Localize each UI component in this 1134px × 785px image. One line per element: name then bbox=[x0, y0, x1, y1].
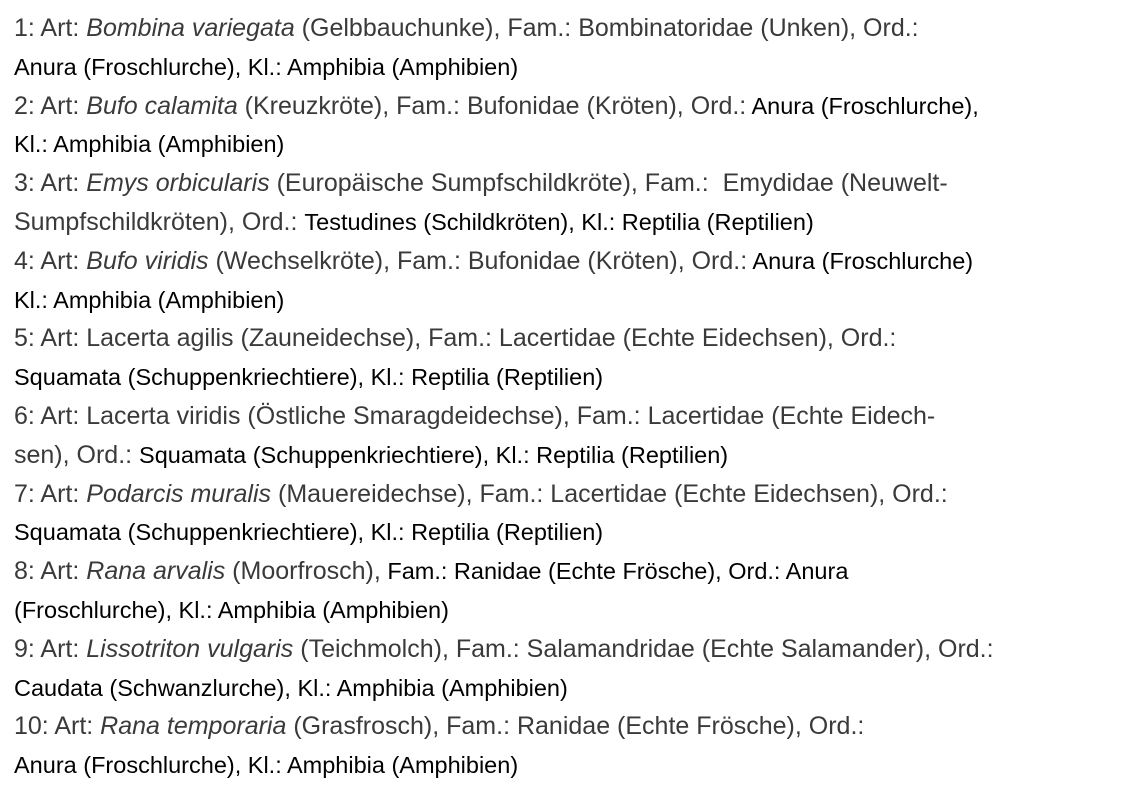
list-item-10 bbox=[14, 707, 1124, 785]
entry-text: (Froschlurche), Kl.: Amphibia (Amphibien) bbox=[14, 596, 449, 623]
scientific-name: Bombina variegata bbox=[86, 14, 295, 42]
entry-text: Anura (Froschlurche), bbox=[746, 92, 979, 119]
list-item-4 bbox=[14, 242, 1124, 320]
entry-text: 9: Art: bbox=[14, 634, 87, 663]
entry-text: (Grasfrosch), Fam.: Ranidae (Echte Frösche), Ord.: bbox=[286, 712, 865, 741]
scientific-name: Rana temporaria bbox=[100, 712, 287, 741]
entry-line bbox=[14, 125, 1124, 164]
entry-text: Sumpfschildkröten), Ord.: bbox=[14, 207, 305, 236]
entry-text: (Teichmolch), Fam.: Salamandridae (Echte Salamander), Ord.: bbox=[293, 634, 994, 663]
list-item-1 bbox=[14, 9, 1124, 87]
entry-text: Kl.: Amphibia (Amphibien) bbox=[14, 131, 285, 158]
entry-text: Anura (Froschlurche), Kl.: Amphibia (Amphibien) bbox=[14, 752, 519, 779]
entry-text: (Wechselkröte), Fam.: Bufonidae (Kröten), Ord.: bbox=[208, 246, 748, 275]
entry-line bbox=[14, 746, 1124, 785]
entry-line bbox=[14, 87, 1124, 126]
entry-text: 7: Art: bbox=[14, 479, 87, 508]
entry-text: Squamata (Schuppenkriechtiere), Kl.: Reptilia (Reptilien) bbox=[139, 441, 729, 468]
entry-line bbox=[14, 436, 1124, 475]
entry-text: Squamata (Schuppenkriechtiere), Kl.: Reptilia (Reptilien) bbox=[14, 364, 604, 391]
list-item-6 bbox=[14, 397, 1124, 475]
entry-line bbox=[14, 281, 1124, 320]
entry-text: Kl.: Amphibia (Amphibien) bbox=[14, 286, 285, 313]
entry-text: Squamata (Schuppenkriechtiere), Kl.: Reptilia (Reptilien) bbox=[14, 519, 604, 546]
species-list bbox=[14, 9, 1124, 785]
entry-text: (Europäische Sumpfschildkröte), Fam.: Emydidae (Neuwelt- bbox=[269, 169, 948, 198]
scientific-name: Lissotriton vulgaris bbox=[86, 634, 294, 663]
entry-line bbox=[14, 669, 1124, 708]
list-item-3 bbox=[14, 164, 1124, 242]
entry-line bbox=[14, 164, 1124, 203]
list-item-9 bbox=[14, 630, 1124, 708]
entry-line bbox=[14, 358, 1124, 397]
entry-text: (Gelbbauchunke), Fam.: Bombinatoridae (Unken), Ord.: bbox=[294, 14, 919, 42]
entry-line bbox=[14, 513, 1124, 552]
entry-line bbox=[14, 630, 1124, 669]
entry-text: Testudines (Schildkröten), Kl.: Reptilia (Reptilien) bbox=[304, 208, 814, 235]
list-item-8 bbox=[14, 552, 1124, 630]
scientific-name: Rana arvalis bbox=[86, 557, 226, 586]
entry-line bbox=[14, 242, 1124, 281]
entry-text: 8: Art: bbox=[14, 557, 87, 586]
scientific-name: Emys orbicularis bbox=[86, 169, 270, 198]
entry-text: 6: Art: Lacerta viridis (Östliche Smaragdeidechse), Fam.: Lacertidae (Echte Eidech- bbox=[14, 401, 936, 430]
entry-text: Anura (Froschlurche) bbox=[747, 247, 974, 274]
entry-line bbox=[14, 48, 1124, 87]
entry-line bbox=[14, 552, 1124, 591]
entry-text: sen), Ord.: bbox=[14, 440, 140, 469]
entry-line bbox=[14, 397, 1124, 436]
entry-line bbox=[14, 319, 1124, 358]
entry-text: (Kreuzkröte), Fam.: Bufonidae (Kröten), Ord.: bbox=[237, 91, 747, 120]
entry-line bbox=[14, 203, 1124, 242]
entry-text: 5: Art: Lacerta agilis (Zauneidechse), Fam.: Lacertidae (Echte Eidechsen), Ord.: bbox=[14, 324, 897, 353]
entry-text: (Mauereidechse), Fam.: Lacertidae (Echte Eidechsen), Ord.: bbox=[271, 479, 948, 508]
entry-text: Fam.: Ranidae (Echte Frösche), Ord.: Anura bbox=[380, 558, 849, 585]
entry-text: 1: Art: bbox=[14, 14, 87, 42]
entry-line bbox=[14, 475, 1124, 514]
list-item-2 bbox=[14, 87, 1124, 165]
scientific-name: Podarcis muralis bbox=[86, 479, 272, 508]
scientific-name: Bufo viridis bbox=[86, 246, 209, 275]
entry-text: (Moorfrosch), bbox=[225, 557, 381, 586]
entry-text: 10: Art: bbox=[14, 712, 101, 741]
scientific-name: Bufo calamita bbox=[86, 91, 238, 120]
entry-line bbox=[14, 591, 1124, 630]
entry-line bbox=[14, 707, 1124, 746]
entry-text: Anura (Froschlurche), Kl.: Amphibia (Amphibien) bbox=[14, 53, 519, 80]
list-item-7 bbox=[14, 475, 1124, 553]
entry-text: 2: Art: bbox=[14, 91, 87, 120]
list-item-5 bbox=[14, 319, 1124, 397]
entry-line bbox=[14, 9, 1124, 48]
entry-text: 3: Art: bbox=[14, 169, 87, 198]
entry-text: Caudata (Schwanzlurche), Kl.: Amphibia (Amphibien) bbox=[14, 674, 568, 701]
entry-text: 4: Art: bbox=[14, 246, 87, 275]
